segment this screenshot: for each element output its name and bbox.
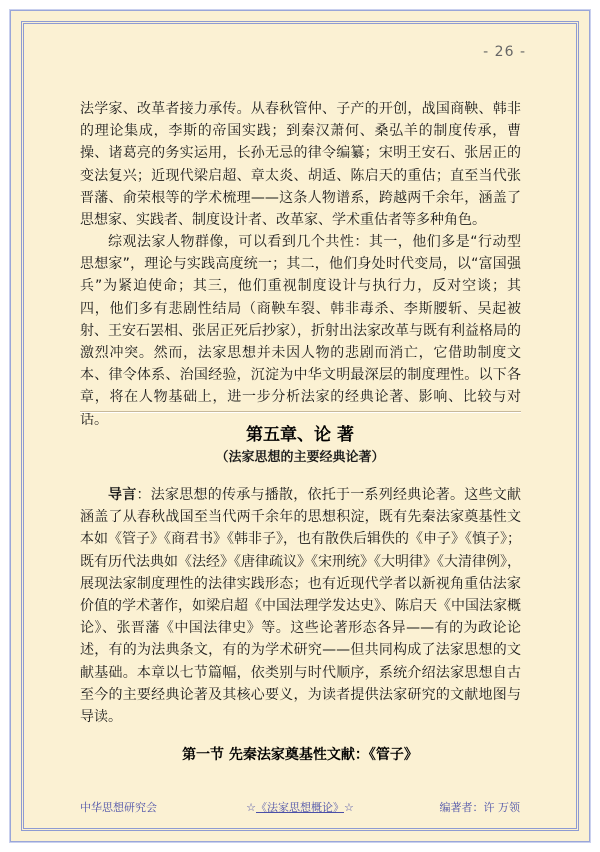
- page-number: - 26 -: [483, 44, 526, 60]
- chapter-subtitle: （法家思想的主要经典论著）: [215, 450, 385, 465]
- footer-book-link[interactable]: 《法家思想概论》: [256, 801, 344, 814]
- footer-star-left: ☆: [246, 801, 256, 814]
- footer-organization: 中华思想研究会: [80, 801, 157, 814]
- footer-author: 编著者：许 万领: [439, 801, 520, 814]
- paragraph-introduction: [80, 484, 521, 728]
- divider-top: [80, 411, 521, 413]
- footer-star-right: ☆: [344, 801, 354, 814]
- intro-lead-label: 导言: [108, 487, 137, 503]
- paragraph-summary: 综观法家人物群像，可以看到几个共性：其一，他们多是“行动型思想家”，理论与实践高度统一；其二，他们身处时代变局，以“富国强兵”为紧迫使命；其三，他们重视制度设计与执行力，反对空谈；其四，他们多有悲剧性结局（商鞅车裂、韩非毒杀、李斯腰斩、吴起被射、王安石罢相、张居正死后抄家），折射出法家改革与既有利益格局的激烈冲突。然而，法家思想并未因人物的悲剧而消亡，它借助制度文本、律令体系、治国经验，沉淀为中华文明最深层的制度理性。以下各章，将在人物基础上，进一步分析法家的经典论著、影响、比较与对话。: [80, 234, 521, 428]
- intro-body: ：法家思想的传承与播散，依托于一系列经典论著。这些文献涵盖了从春秋战国至当代两千余年的思想积淀，既有先秦法家奠基性文本如《管子》《商君书》《韩非子》，也有散佚后辑佚的《申子》《慎子》；既有历代法典如《法经》《唐律疏议》《宋刑统》《大明律》《大清律例》，展现法家制度理性的法律实践形态；也有近现代学者以新视角重估法家价值的学术著作，如梁启超《中国法理学发达史》、陈启天《中国法家概论》、张晋藩《中国法律史》等。这些论著形态各异——有的为政论论述，有的为法典条文，有的为学术研究——但共同构成了法家思想的文献基础。本章以七节篇幅，依类别与时代顺序，系统介绍法家思想自古至今的主要经典论著及其核心要义，为读者提供法家研究的文献地图与导读。: [80, 487, 521, 726]
- paragraph-continuation: 法学家、改革者接力承传。从春秋管仲、子产的开创，战国商鞅、韩非的理论集成，李斯的帝国实践；到秦汉萧何、桑弘羊的制度传承，曹操、诸葛亮的务实运用，长孙无忌的律令编纂；宋明王安石、张居正的变法复兴；近现代梁启超、章太炎、胡适、陈启天的重估；直至当代张晋藩、俞荣根等的学术梳理——这条人物谱系，跨越两千余年，涵盖了思想家、实践者、制度设计者、改革家、学术重估者等多种角色。: [80, 101, 521, 229]
- chapter-title: 第五章、论 著: [246, 425, 354, 445]
- section-title: 第一节 先秦法家奠基性文献：《管子》: [182, 747, 418, 763]
